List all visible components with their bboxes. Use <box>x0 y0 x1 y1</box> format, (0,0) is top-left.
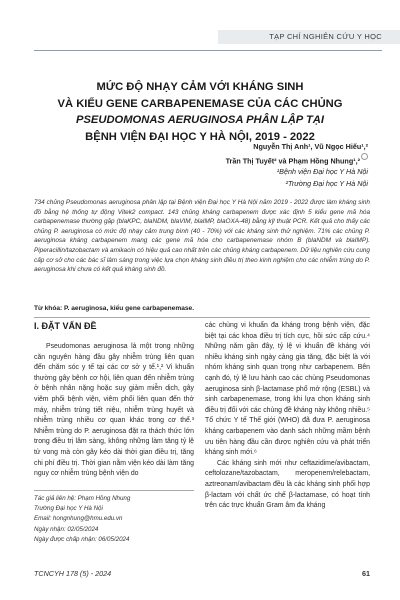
left-column <box>34 342 194 480</box>
right-paragraph-1: các chủng vi khuẩn đa kháng trong bệnh viện, đặc biệt tại các khoa điều trị tích cực, hồi sức cấp cứu.⁴ Những năm gần đây, tỷ lệ vi khuẩn đề kháng với nhiều kháng sinh ngày càng gia tăng, đặc biệt là với nhóm kháng sinh quan trọng như carbapenem. Bên cạnh đó, tỷ lệ lưu hành cao các chủng Pseudomonas aeruginosa sinh β-lactamase phổ mở rộng (ESBL) và sinh carbapenemase, trong khi lựa chọn kháng sinh điều trị đối với các chủng đề kháng này không nhiều.⁵ Tổ chức Y tế Thế giới (WHO) đã đưa P. aeruginosa kháng carbapenem vào danh sách những mầm bệnh ưu tiên hàng đầu cần được nghiên cứu và phát triển kháng sinh mới.⁶ <box>205 322 370 457</box>
title-line-4: BỆNH VIỆN ĐẠI HỌC Y HÀ NỘI, 2019 - 2022 <box>85 130 315 143</box>
affiliation-1: ¹Bệnh viện Đại học Y Hà Nội <box>276 167 368 177</box>
authors-line-2 <box>226 153 368 167</box>
contact-author: Tác giả liên hệ: Phạm Hồng Nhung <box>34 495 131 502</box>
left-paragraph: Pseudomonas aeruginosa là một trong những căn nguyên hàng đầu gây nhiễm trùng liên quan đến chăm sóc y tế tại các cơ sở y tế.¹,² Vi khuẩn thường gây bệnh cơ hội, liên quan đến nhiễm trùng ở bệnh nhân nặng hoặc suy giảm miễn dịch, gây viêm phổi bệnh viện, viêm phổi liên quan đến thở máy, nhiễm trùng tiết niệu, nhiễm trùng huyết và nhiễm trùng nhiều cơ quan khác trong cơ thể.³ Nhiễm trùng do P. aeruginosa đặt ra thách thức lớn trong điều trị lâm sàng, không những làm tăng tỷ lệ tử vong mà còn gây kéo dài thời gian điều trị, tăng chi phí điều trị. Thời gian nằm viện kéo dài làm tăng nguy cơ nhiễm trùng bệnh viện do <box>34 343 194 478</box>
title-line-1: MỨC ĐỘ NHẠY CẢM VỚI KHÁNG SINH <box>96 81 304 93</box>
title-line-2: VÀ KIỂU GENE CARBAPENEMASE CỦA CÁC CHỦNG <box>57 97 343 110</box>
keywords-divider <box>34 317 370 318</box>
footer-journal-issue: TCNCYH 178 (5) - 2024 <box>34 569 112 578</box>
right-paragraph-2: Các kháng sinh mới như ceftazidime/avibactam, ceftolozane/tazobactam, meropenem/relebactam, aztreonam/avibactam đều là các kháng sinh phối hợp β-lactam với chất ức chế β-lactamase, có hoạt tính trên các trực khuẩn Gram âm đa kháng <box>205 459 370 510</box>
contact-email[interactable]: Email: hongnhung@hmu.edu.vn <box>34 515 123 523</box>
page-footer <box>34 569 370 578</box>
abstract: 734 chủng Pseudomonas aeruginosa phân lập tại Bệnh viện Đại học Y Hà Nội năm 2019 - 2022 được làm kháng sinh đồ bằng hệ thống tự động Vitek2 compact. 143 chủng kháng carbapenem được xác định 5 kiểu gene mã hóa carbapenemase thường gặp (blaKPC, blaNDM, blaVIM, blaIMP, blaOXA-48) bằng kỹ thuật PCR. Kết quả cho thấy các chủng P. aeruginosa có mức độ nhạy cảm trung bình (40 - 70%) với các kháng sinh thử nghiệm. 71% các chủng P. aeruginosa kháng carbapenem mang các gene mã hóa cho carbapenemase nhóm B (blaNDM và blaIMP). Piperacillin/tazobactam và amikacin có hiệu quả cao nhất trên các chủng kháng carbapenem. Dữ liệu nghiên cứu cung cấp cơ sở cho các bác sĩ lâm sàng trong việc lựa chọn kháng sinh điều trị theo kinh nghiệm cho các nhiễm trùng do P. aeruginosa khi chưa có kết quả kháng sinh đồ. <box>34 199 370 274</box>
page-number: 61 <box>362 569 370 578</box>
authors-line-1: Nguyễn Thị Anh¹, Vũ Ngọc Hiếu¹,² <box>253 142 368 151</box>
authors-line-2-text: Trần Thị Tuyết² và Phạm Hồng Nhung¹,² <box>225 155 360 165</box>
title-line-3: PSEUDOMONAS AERUGINOSA PHÂN LẬP TẠI <box>75 114 324 126</box>
article-title <box>30 79 370 145</box>
header-divider <box>34 50 382 51</box>
affiliation-2: ²Trường Đại học Y Hà Nội <box>285 178 368 188</box>
right-column <box>205 321 370 512</box>
date-accepted: Ngày được chấp nhận: 06/05/2024 <box>34 535 130 543</box>
author-block <box>226 141 368 189</box>
journal-name: TẠP CHÍ NGHIÊN CỨU Y HỌC <box>269 32 382 41</box>
orcid-icon <box>361 153 368 160</box>
corresponding-author-box <box>34 490 194 545</box>
contact-org: Trường Đại học Y Hà Nội <box>34 505 103 513</box>
keywords: Từ khóa: P. aeruginosa, kiểu gene carbapenemase. <box>34 305 195 312</box>
section-heading: I. ĐẶT VẤN ĐỀ <box>34 321 97 331</box>
date-received: Ngày nhận: 02/05/2024 <box>34 525 99 533</box>
